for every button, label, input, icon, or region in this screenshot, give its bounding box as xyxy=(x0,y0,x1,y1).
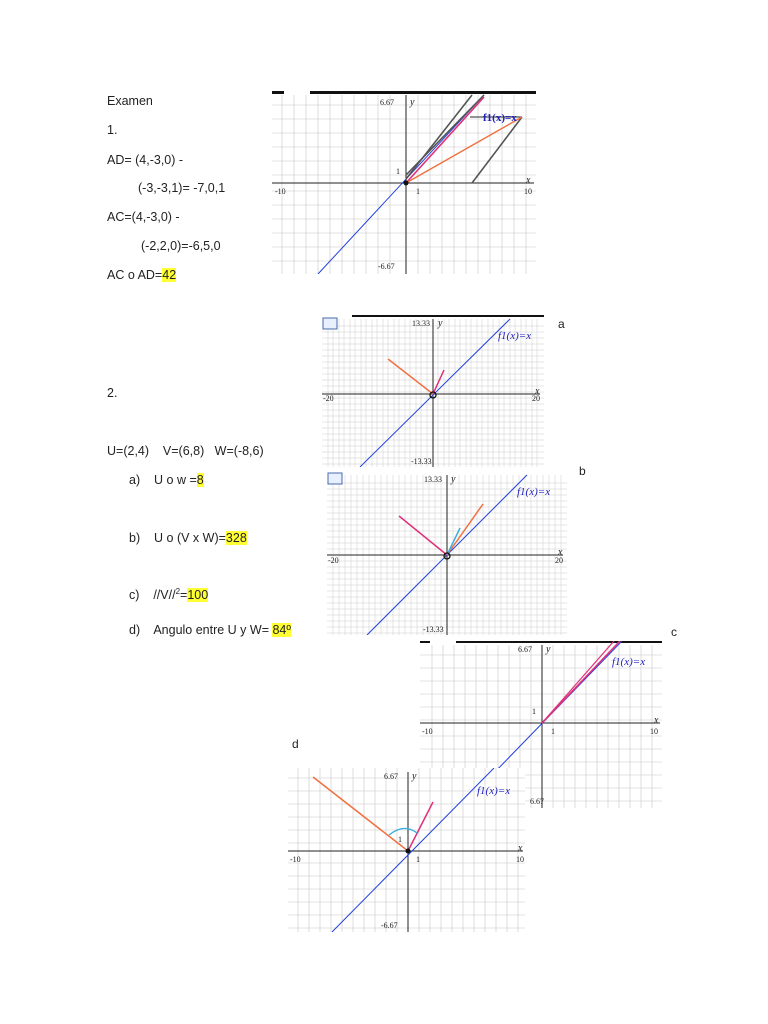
graph-b xyxy=(327,471,567,635)
graph-b-ymax-label: 13.33 xyxy=(424,475,442,484)
graph-b-graph-icon xyxy=(328,473,342,484)
q2-item-c-equals: = xyxy=(180,588,188,603)
graph-q1-toolbar xyxy=(310,91,536,94)
graph-d-ymax-label: 6.67 xyxy=(384,772,398,781)
graph-a-xmin-label: -20 xyxy=(323,394,334,403)
q2-item-b-marker: b) xyxy=(129,531,141,545)
q2-item-a-marker: a) xyxy=(129,473,141,487)
graph-label-a: a xyxy=(558,317,565,331)
graph-b-cyan-vector xyxy=(447,528,460,555)
q2-item-d xyxy=(129,623,291,637)
graph-c-toolbar-left xyxy=(420,641,430,643)
graph-a-graph-icon xyxy=(323,318,337,329)
graph-c-ymax-label: 6.67 xyxy=(518,645,532,654)
graph-b-x-var: x xyxy=(558,547,563,558)
graph-b-xmin-label: -20 xyxy=(328,556,339,565)
graph-q1 xyxy=(272,91,536,274)
graph-d-magenta-vector xyxy=(408,802,433,851)
graph-c-xmin-label: -10 xyxy=(422,727,433,736)
graph-c-y-var: y xyxy=(546,644,551,655)
graph-a-orange-vector xyxy=(388,359,433,394)
graph-label-c: c xyxy=(671,625,677,639)
graph-d-func-label: f1(x)=x xyxy=(477,785,511,797)
q1-line-ad-result: (-3,-3,1)= -7,0,1 xyxy=(138,181,226,195)
graph-q1-origin-point xyxy=(404,181,409,186)
graph-a-magenta-vector xyxy=(433,370,444,394)
q1-number: 1. xyxy=(107,123,118,137)
q1-line-ad: AD= (4,-3,0) - xyxy=(107,153,184,167)
graph-d-ymin-label: -6.67 xyxy=(381,921,398,930)
q1-line-ac-result: (-2,2,0)=-6,5,0 xyxy=(141,239,221,253)
graph-c-func-label: f1(x)=x xyxy=(612,656,646,668)
q1-result-label: AC o AD= xyxy=(107,268,163,282)
graph-a xyxy=(322,315,544,467)
graph-c-x-var: x xyxy=(654,715,659,726)
graph-a-ymax-label: 13.33 xyxy=(412,319,430,328)
graph-d-x-var: x xyxy=(518,843,523,854)
q2-item-b-label: U o (V x W)= xyxy=(154,531,226,545)
graph-q1-one-y: 1 xyxy=(396,167,400,176)
graph-q1-toolbar-left xyxy=(272,91,284,94)
q2-item-b xyxy=(129,531,247,545)
graph-d-one-x: 1 xyxy=(416,855,420,864)
graph-d-xmin-label: -10 xyxy=(290,855,301,864)
graph-a-xmax-label: 20 xyxy=(532,394,540,403)
q1-result xyxy=(107,268,176,282)
exam-title: Examen xyxy=(107,94,153,108)
graph-label-b: b xyxy=(579,464,586,478)
graph-c-xmax-label: 10 xyxy=(650,727,658,736)
q2-item-c-marker: c) xyxy=(129,588,140,603)
graph-q1-y-var: y xyxy=(410,97,415,108)
graph-label-d: d xyxy=(292,737,299,751)
graph-q1-ymax-label: 6.67 xyxy=(380,98,394,107)
graph-q1-func-label: f1(x)=x xyxy=(483,112,517,124)
q2-item-d-label: Angulo entre U y W= xyxy=(153,623,273,637)
graph-c-toolbar xyxy=(456,641,662,643)
graph-a-func-label: f1(x)=x xyxy=(498,330,532,342)
graph-d-orange-vector xyxy=(313,777,408,851)
graph-q1-one-x: 1 xyxy=(416,187,420,196)
graph-d-y-var: y xyxy=(412,771,417,782)
graph-a-ymin-label: -13.33 xyxy=(411,457,432,466)
q1-line-ac: AC=(4,-3,0) - xyxy=(107,210,180,224)
q2-number: 2. xyxy=(107,386,118,400)
graph-q1-x-var: x xyxy=(526,175,531,186)
q2-item-c xyxy=(129,587,208,602)
graph-d-xmax-label: 10 xyxy=(516,855,524,864)
q2-item-c-label: //V// xyxy=(153,588,176,603)
graph-q1-ymin-label: -6.67 xyxy=(378,262,395,271)
graph-c-one-x: 1 xyxy=(551,727,555,736)
graph-b-y-var: y xyxy=(451,474,456,485)
q1-result-value: 42 xyxy=(162,268,177,282)
graph-a-y-var: y xyxy=(438,318,443,329)
q2-item-a-label: U o w = xyxy=(154,473,197,487)
graph-d-one-y: 1 xyxy=(398,835,402,844)
graph-c-one-y: 1 xyxy=(532,707,536,716)
q2-item-a-value: 8 xyxy=(196,473,204,487)
graph-d xyxy=(288,768,525,932)
graph-c-ymin-label: 6.67 xyxy=(530,797,544,806)
graph-d-origin-point xyxy=(406,849,411,854)
q2-item-b-value: 328 xyxy=(225,531,247,545)
q2-item-d-value: 84º xyxy=(272,623,291,637)
q2-item-c-value: 100 xyxy=(187,588,209,603)
graph-a-toolbar xyxy=(352,315,544,317)
graph-d-angle-arc xyxy=(389,828,417,835)
q2-vectors: U=(2,4) V=(6,8) W=(-8,6) xyxy=(107,444,264,458)
graph-q1-dark-vector-2 xyxy=(406,95,472,179)
graph-b-func-label: f1(x)=x xyxy=(517,486,551,498)
q2-item-c-sup: 2 xyxy=(175,587,181,596)
q2-item-a xyxy=(129,473,204,487)
graph-q1-xmin-label: -10 xyxy=(275,187,286,196)
graph-q1-xmax-label: 10 xyxy=(524,187,532,196)
graph-q1-orange-vector xyxy=(406,117,522,183)
graph-a-x-var: x xyxy=(535,386,540,397)
graph-d-func-line xyxy=(332,768,494,932)
q2-item-d-marker: d) xyxy=(129,623,141,637)
graph-b-ymin-label: -13.33 xyxy=(423,625,444,634)
graph-q1-dark-vector-3 xyxy=(472,117,522,183)
graph-b-xmax-label: 20 xyxy=(555,556,563,565)
